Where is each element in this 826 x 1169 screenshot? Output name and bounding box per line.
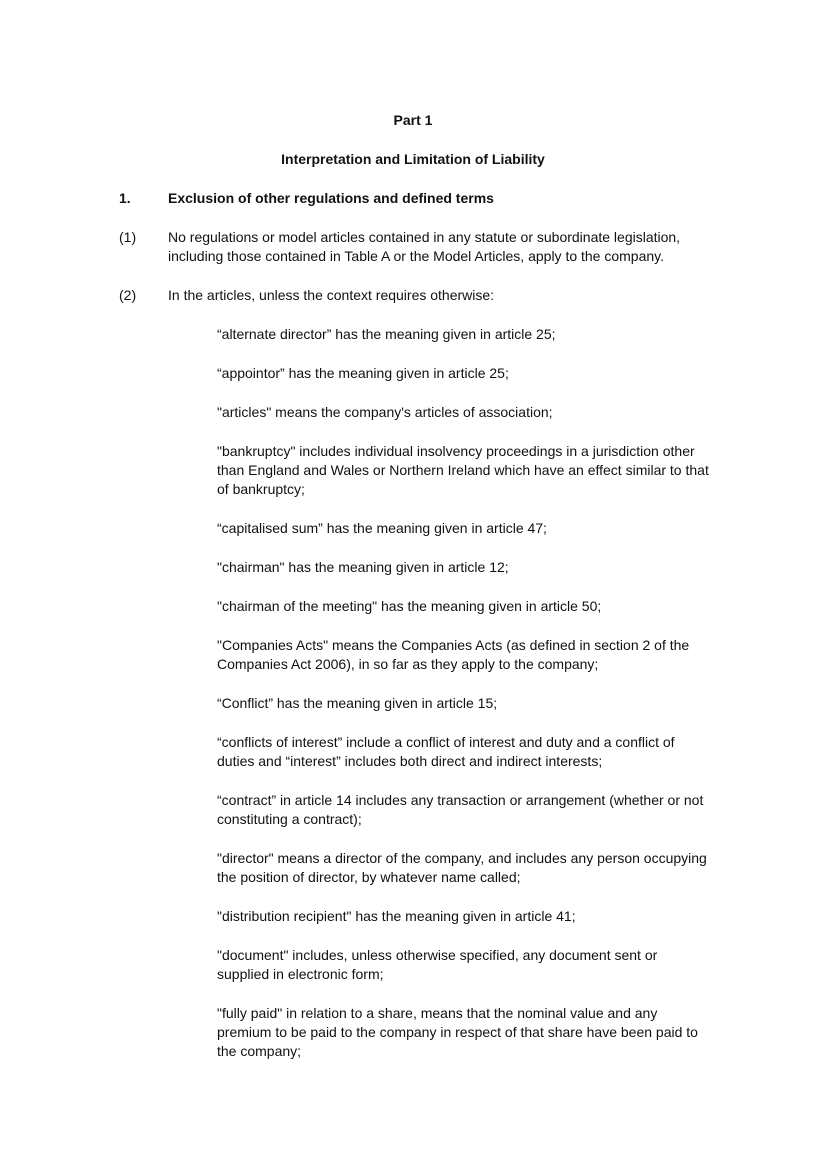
definition-fully-paid: "fully paid" in relation to a share, means that the nominal value and any premium to be paid to the company in respect of that share have been paid to the company; (217, 1005, 698, 1059)
part-subtitle: Interpretation and Limitation of Liability (281, 151, 545, 167)
definition-articles: "articles" means the company's articles of association; (217, 404, 553, 420)
definition-director: "director" means a director of the company, and includes any person occupying the position of director, by whatever name called; (217, 850, 707, 885)
definition-companies-acts: "Companies Acts" means the Companies Acts (as defined in section 2 of the Companies Act 2006), in so far as they apply to the company; (217, 637, 690, 672)
definition-appointor: “appointor” has the meaning given in article 25; (217, 365, 509, 381)
definition-capitalised-sum: “capitalised sum” has the meaning given in article 47; (217, 520, 547, 536)
definition-document: "document" includes, unless otherwise specified, any document sent or supplied in electronic form; (217, 947, 658, 982)
definition-distribution-recipient: "distribution recipient" has the meaning given in article 41; (217, 908, 576, 924)
clause-number: (1) (119, 229, 137, 245)
section-number: 1. (119, 190, 131, 206)
definition-chairman-of-the-meeting: "chairman of the meeting" has the meaning given in article 50; (217, 598, 602, 614)
part-title: Part 1 (393, 112, 433, 128)
definition-bankruptcy: "bankruptcy" includes individual insolvency proceedings in a jurisdiction other than England and Wales or Northern Ireland which have an effect similar to that of bankruptcy; (217, 443, 709, 497)
clause-number: (2) (119, 287, 137, 303)
definitions-list (217, 325, 712, 1081)
section-title: Exclusion of other regulations and defined terms (168, 190, 494, 206)
clause-text: In the articles, unless the context requires otherwise: (168, 287, 495, 303)
definition-chairman: "chairman" has the meaning given in article 12; (217, 559, 509, 575)
clause-text: No regulations or model articles contained in any statute or subordinate legislation, including those contained in Table A or the Model Articles, apply to the company. (168, 229, 681, 264)
definition-conflicts-of-interest: “conflicts of interest” include a conflict of interest and duty and a conflict of duties and “interest” includes both direct and indirect interests; (217, 734, 675, 769)
definition-conflict: “Conflict” has the meaning given in article 15; (217, 695, 498, 711)
definition-contract: “contract” in article 14 includes any transaction or arrangement (whether or not constituting a contract); (217, 792, 704, 827)
definition-alternate-director: “alternate director” has the meaning given in article 25; (217, 326, 556, 342)
